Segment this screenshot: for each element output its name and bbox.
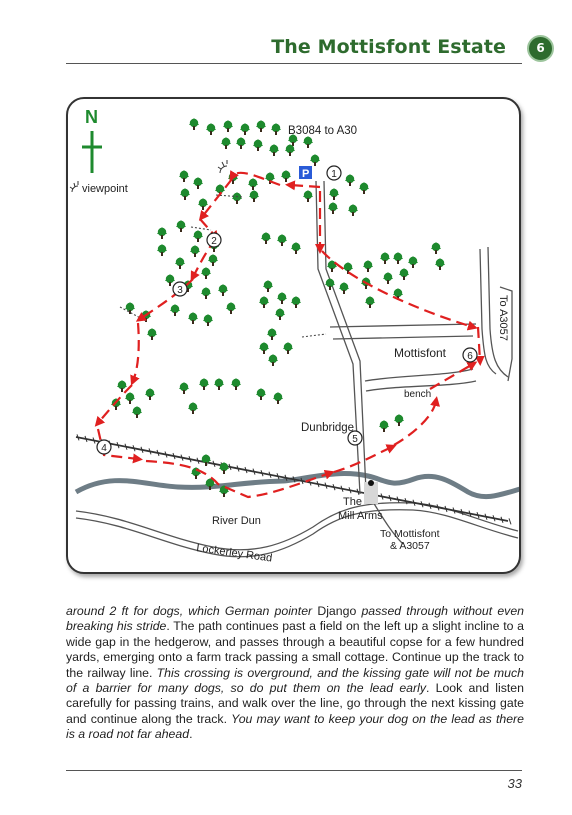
viewpoint-icon [70, 181, 78, 192]
viewpoint-legend-label: viewpoint [82, 183, 128, 195]
tree-icon [363, 260, 373, 272]
tree-icon [345, 174, 355, 186]
north-label: N [85, 107, 98, 127]
tree-icon [328, 202, 338, 214]
body-part-2: Django [317, 604, 357, 618]
walk-description [66, 604, 524, 743]
waypoint-label: 5 [352, 433, 358, 445]
footer-rule [66, 770, 522, 771]
tree-icon [275, 308, 285, 320]
tree-icon [348, 204, 358, 216]
tree-icon [259, 296, 269, 308]
page-number: 33 [507, 776, 522, 791]
tree-icon [281, 170, 291, 182]
tree-icon [408, 256, 418, 268]
tree-icon [269, 144, 279, 156]
tree-icon [277, 292, 287, 304]
tree-icon [267, 328, 277, 340]
the-mill-arms-marker [368, 480, 374, 486]
label-mottisfont: Mottisfont [394, 346, 447, 360]
body-part-1: around 2 ft for dogs, which German pointer [66, 604, 318, 618]
tree-icon [179, 382, 189, 394]
waypoint-label: 2 [211, 235, 217, 247]
tree-icon [198, 198, 208, 210]
woodland-trees [111, 118, 445, 497]
tree-icon [240, 123, 250, 135]
map-canvas [68, 99, 521, 574]
tree-icon [180, 188, 190, 200]
tree-icon [291, 296, 301, 308]
waypoint-4 [97, 440, 111, 454]
label-the-mill-arms-2: Mill Arms [338, 510, 383, 522]
body-part-5: This crossing is overground, and the kissing gate will not be much of a barrier for many dogs, so do put them on the lead early [66, 665, 524, 696]
tree-icon [248, 178, 258, 190]
waypoint-label: 6 [467, 350, 473, 362]
tree-icon [394, 414, 404, 426]
label-to-mottisfont-1: To Mottisfont [380, 528, 440, 540]
tree-icon [176, 220, 186, 232]
tree-icon [256, 120, 266, 132]
parking-label: P [302, 168, 310, 180]
waypoint-label: 3 [177, 284, 183, 296]
tree-icon [147, 328, 157, 340]
label-to-mottisfont-2: & A3057 [390, 540, 430, 552]
tree-icon [218, 284, 228, 296]
tree-icon [231, 378, 241, 390]
tree-icon [201, 267, 211, 279]
tree-icon [261, 232, 271, 244]
body-part-3: passed through without even breaking his stride [66, 604, 524, 634]
tree-icon [365, 296, 375, 308]
tree-icon [206, 123, 216, 135]
waypoint-6 [463, 348, 477, 362]
tree-icon [263, 280, 273, 292]
tree-icon [329, 188, 339, 200]
tree-icon [170, 304, 180, 316]
label-dunbridge: Dunbridge [301, 422, 355, 434]
tree-icon [232, 192, 242, 204]
tree-icon [157, 244, 167, 256]
tree-icon [383, 272, 393, 284]
body-part-6: . Look and listen carefully for passing trains, and walk over the line, go through the next kissing gate and continue along the track. [66, 681, 524, 726]
tree-icon [179, 170, 189, 182]
tree-icon [303, 136, 313, 148]
tree-icon [191, 467, 201, 479]
tree-icon [145, 388, 155, 400]
tree-icon [193, 177, 203, 189]
tree-icon [310, 154, 320, 166]
waypoint-2 [207, 233, 221, 247]
label-the-mill-arms-1: The [343, 496, 362, 508]
label-to-a3057: To A3057 [497, 295, 509, 341]
viewpoint-icon [218, 160, 227, 173]
tree-icon [277, 234, 287, 246]
tree-icon [208, 254, 218, 266]
body-part-8: . [189, 727, 193, 742]
tree-icon [175, 257, 185, 269]
tree-icon [339, 282, 349, 294]
tree-icon [125, 392, 135, 404]
chapter-badge: 6 [527, 35, 554, 62]
tree-icon [273, 392, 283, 404]
tree-icon [303, 190, 313, 202]
waypoint-1 [327, 166, 341, 180]
tree-icon [165, 274, 175, 286]
label-river-dun: River Dun [212, 515, 261, 527]
north-arrow [82, 107, 102, 173]
tree-icon [214, 378, 224, 390]
tree-icon [125, 302, 135, 314]
tree-icon [256, 388, 266, 400]
label-lockerley-road: Lockerley Road [195, 542, 273, 565]
tree-icon [219, 462, 229, 474]
body-part-4: . The path continues past a field on the left up a slight incline to a wide gap in the hedgerow, and passes through a beautiful copse for a few hundred yards, emerging onto a farm track passing a small cottage. Continue up the track to the railway line. [66, 619, 525, 680]
tree-icon [223, 120, 233, 132]
waypoint-label: 4 [101, 442, 107, 454]
tree-icon [201, 287, 211, 299]
viewpoint-legend [70, 181, 128, 195]
waypoint-3 [173, 282, 187, 296]
chapter-title: The Mottisfont Estate [271, 36, 506, 58]
label-road-top: B3084 to A30 [288, 125, 358, 137]
waypoint-label: 1 [331, 168, 337, 180]
rail-tick [509, 518, 511, 524]
tree-icon [188, 312, 198, 324]
tree-icon [193, 230, 203, 242]
tree-icon [157, 227, 167, 239]
hedgerows [120, 195, 326, 337]
tree-icon [132, 406, 142, 418]
tree-icon [380, 252, 390, 264]
tree-icon [199, 378, 209, 390]
tree-icon [359, 182, 369, 194]
tree-icon [189, 118, 199, 130]
body-part-7: You may want to keep your dog on the lead as there is a road not far ahead [66, 711, 524, 742]
tree-icon [253, 139, 263, 151]
tree-icon [201, 454, 211, 466]
tree-icon [226, 302, 236, 314]
tree-icon [343, 262, 353, 274]
tree-icon [283, 342, 293, 354]
tree-icon [271, 123, 281, 135]
tree-icon [203, 314, 213, 326]
tree-icon [379, 420, 389, 432]
tree-icon [431, 242, 441, 254]
tree-icon [393, 252, 403, 264]
header-rule [66, 63, 522, 64]
tree-icon [291, 242, 301, 254]
tree-icon [268, 354, 278, 366]
tree-icon [249, 190, 259, 202]
route-map [66, 97, 521, 574]
tree-icon [236, 137, 246, 149]
tree-icon [221, 137, 231, 149]
label-bench: bench [404, 389, 432, 400]
tree-icon [435, 258, 445, 270]
waypoints [97, 166, 477, 454]
tree-icon [399, 268, 409, 280]
tree-icon [259, 342, 269, 354]
tree-icon [188, 402, 198, 414]
tree-icon [190, 245, 200, 257]
